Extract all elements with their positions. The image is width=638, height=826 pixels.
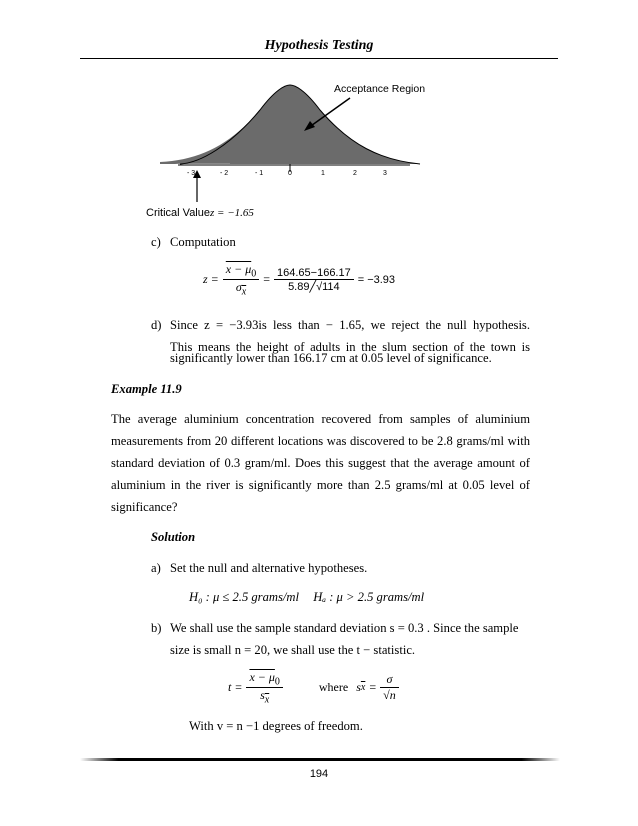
tick-label: 1 (321, 170, 325, 177)
tick-label: 3 (383, 170, 387, 177)
t-denominator: s (260, 688, 265, 703)
t-denominator-sub: x (264, 694, 270, 706)
hypotheses (189, 586, 424, 608)
alternative-hypothesis: Hₐ : μ > 2.5 grams/ml (313, 590, 425, 604)
example-line: The average aluminium concentration recovered from samples of aluminium (111, 412, 530, 426)
sx-denominator: √n (383, 688, 396, 703)
z-fraction (223, 262, 259, 298)
z-numeric-denominator: 5.89╱√114 (288, 280, 340, 293)
step-b-label: b) (151, 621, 162, 635)
conclusion-line-1: Since z = −3.93is less than − 1.65, we reject the null hypothesis. (170, 318, 530, 332)
critical-value-label (146, 207, 254, 219)
normal-curve-figure (120, 70, 560, 230)
z-equals: = (263, 272, 271, 287)
tick-label: 2 (353, 170, 357, 177)
page-number: 194 (309, 768, 329, 780)
z-numerator-sub: 0 (251, 268, 257, 280)
conclusion-label: d) (151, 318, 162, 332)
example-line: aluminium in the river is significantly more than 2.5 grams/ml at 0.05 level of (111, 478, 530, 492)
t-fraction (246, 670, 282, 706)
tick-label: - 2 (220, 170, 229, 177)
z-numeric-numerator: 164.65−166.17 (274, 267, 354, 280)
z-denominator: σ (235, 280, 242, 295)
conclusion-line-3: significantly lower than 166.17 cm at 0.05 level of significance. (170, 351, 492, 365)
footer-rule (80, 758, 560, 761)
computation-title: Computation (170, 235, 236, 249)
t-lhs: t = (228, 680, 243, 695)
tick-label: 0 (288, 170, 292, 177)
sx-sub: $\overline{x}$ (360, 682, 366, 694)
step-b-line-2: size is small n = 20, we shall use the t − statistic. (170, 643, 416, 657)
z-numerator: x − μ (225, 262, 252, 276)
sx-numerator: σ (386, 672, 393, 687)
critical-value-equation: z = −1.65 (210, 207, 254, 219)
tick-label: - 1 (255, 170, 264, 177)
t-numerator: x − μ (249, 670, 275, 684)
z-formula (203, 262, 395, 298)
running-header: Hypothesis Testing (264, 38, 374, 53)
sx-equals: = (369, 680, 377, 695)
step-a-label: a) (151, 561, 161, 575)
z-result: = −3.93 (357, 273, 396, 286)
critical-value-text: Critical Value (146, 207, 210, 219)
t-formula (228, 670, 399, 706)
conclusion-line-2: This means the height of adults in the slum section of the town is (170, 340, 530, 354)
degrees-of-freedom: With v = n −1 degrees of freedom. (189, 719, 363, 733)
null-hypothesis: H₀ : μ ≤ 2.5 grams/ml (189, 590, 299, 604)
acceptance-region (160, 85, 420, 164)
z-lhs: z = (203, 272, 219, 287)
step-b-line-1: We shall use the sample standard deviation s = 0.3 . Since the sample (170, 621, 519, 635)
step-a-text: Set the null and alternative hypotheses. (170, 561, 368, 575)
z-denominator-sub: x (241, 286, 247, 298)
header-rule (80, 58, 558, 59)
example-line: significance? (111, 500, 178, 514)
computation-label: c) (151, 235, 161, 249)
t-numerator-sub: 0 (274, 676, 280, 688)
example-line: measurements from 20 different locations was discovered to be 2.8 grams/ml with (111, 434, 530, 448)
sx-fraction (380, 672, 399, 703)
where-text: where (318, 680, 349, 695)
solution-title: Solution (151, 530, 196, 544)
sx-lhs: s (356, 680, 361, 695)
example-title: Example 11.9 (111, 382, 182, 396)
acceptance-region-label: Acceptance Region (334, 83, 426, 95)
z-numeric-fraction (274, 267, 354, 293)
example-line: standard deviation of 0.3 gram/ml. Does this suggest that the average amount of (111, 456, 530, 470)
tick-label: - 3 (187, 170, 196, 177)
